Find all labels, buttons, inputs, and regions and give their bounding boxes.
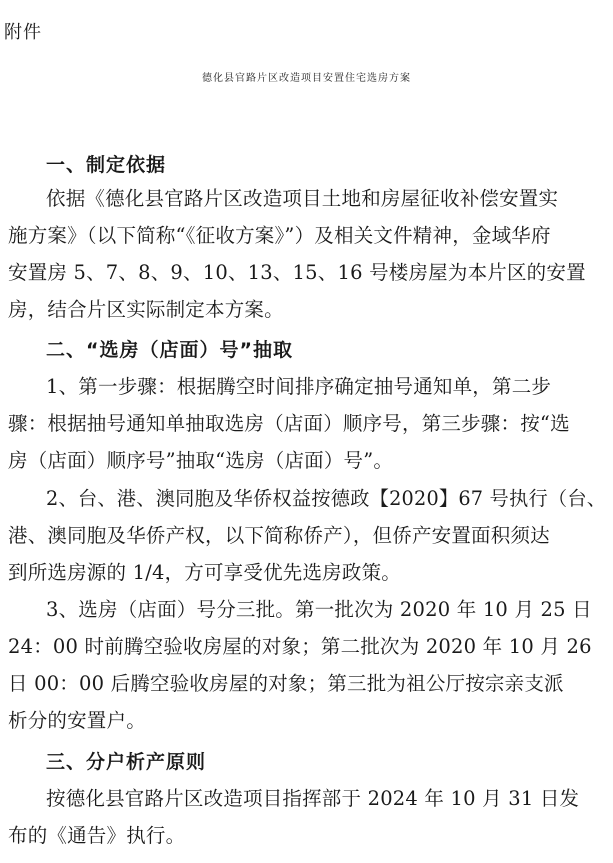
paragraph-line: 施方案》（以下简称“《征收方案》”）及相关文件精神，金域华府 bbox=[8, 224, 551, 247]
paragraph-line: 港、澳同胞及华侨产权，以下简称侨产），但侨产安置面积须达 bbox=[8, 524, 550, 547]
paragraph-line: 房（店面）顺序号”抽取“选房（店面）号”。 bbox=[8, 449, 394, 472]
paragraph-line: 骤：根据抽号通知单抽取选房（店面）顺序号，第三步骤：按“选 bbox=[8, 412, 570, 435]
paragraph-line: 3、选房（店面）号分三批。第一批次为 2020 年 10 月 25 日 bbox=[46, 598, 592, 621]
section-heading-number-draw: 二、“选房（店面）号”抽取 bbox=[46, 339, 293, 361]
document-title: 德化县官路片区改造项目安置住宅选房方案 bbox=[202, 73, 411, 84]
paragraph-line: 布的《通告》执行。 bbox=[8, 824, 186, 847]
paragraph-line: 安置房 5、7、8、9、10、13、15、16 号楼房屋为本片区的安置 bbox=[8, 261, 586, 284]
paragraph-line: 析分的安置户。 bbox=[8, 709, 146, 732]
attachment-label: 附件 bbox=[4, 22, 42, 43]
paragraph-line: 依据《德化县官路片区改造项目土地和房屋征收补偿安置实 bbox=[46, 187, 559, 210]
paragraph-line: 1、第一步骤：根据腾空时间排序确定抽号通知单，第二步 bbox=[46, 375, 552, 398]
section-heading-household-split: 三、分户析产原则 bbox=[46, 751, 207, 773]
paragraph-line: 2、台、港、澳同胞及华侨权益按德政【2020】67 号执行（台、 bbox=[46, 487, 607, 510]
paragraph-line: 按德化县官路片区改造项目指挥部于 2024 年 10 月 31 日发 bbox=[46, 787, 580, 810]
paragraph-line: 房，结合片区实际制定本方案。 bbox=[8, 298, 284, 321]
paragraph-line: 日 00：00 后腾空验收房屋的对象；第三批为祖公厅按宗亲支派 bbox=[8, 672, 564, 695]
section-heading-basis: 一、制定依据 bbox=[46, 154, 167, 176]
paragraph-line: 24：00 时前腾空验收房屋的对象；第二批次为 2020 年 10 月 26 bbox=[8, 635, 592, 658]
paragraph-line: 到所选房源的 1/4，方可享受优先选房政策。 bbox=[8, 561, 401, 584]
